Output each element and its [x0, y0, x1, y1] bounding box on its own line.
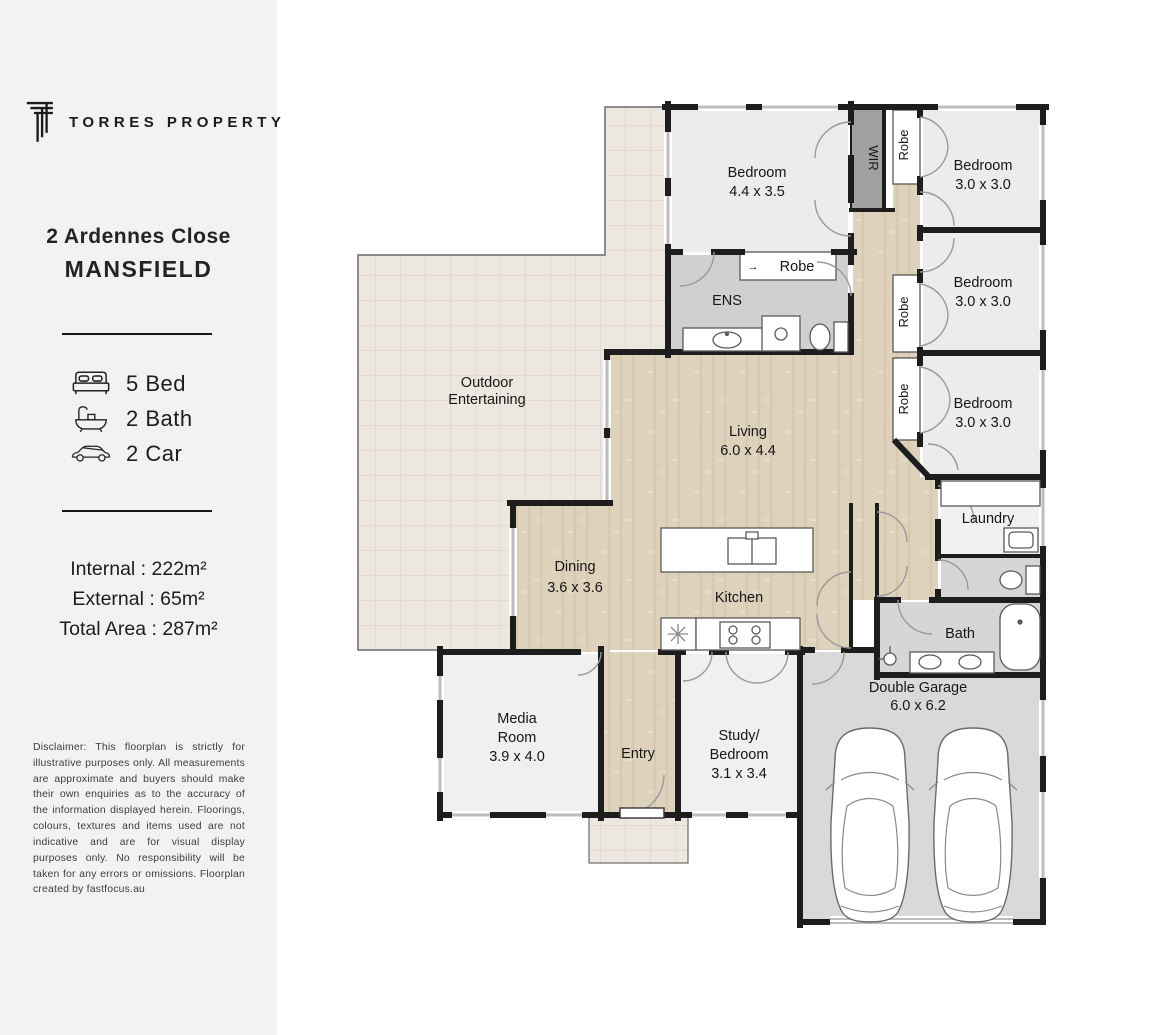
area-summary — [0, 554, 277, 644]
cooktop — [720, 622, 770, 648]
label-dining-dims: 3.6 x 3.6 — [547, 580, 603, 596]
feature-car — [70, 436, 193, 471]
label-ens: ENS — [712, 293, 742, 309]
label-bedroom2-dims: 3.0 x 3.0 — [955, 177, 1011, 193]
laundry-tub-basin — [1009, 532, 1033, 548]
label-bedroom3: Bedroom — [953, 275, 1013, 291]
label-bedroom3-dims: 3.0 x 3.0 — [955, 294, 1011, 310]
label-dining: Dining — [554, 559, 596, 575]
area-external: External : 65m² — [72, 588, 205, 610]
fridge-snowflake-icon — [668, 624, 688, 644]
brand-name: TORRES PROPERTY — [69, 113, 286, 131]
car-left — [826, 728, 914, 922]
label-bedroom4: Bedroom — [953, 396, 1013, 412]
laundry-bench — [941, 481, 1040, 506]
dining-floor — [513, 503, 610, 652]
label-outdoor-1: Outdoor — [460, 375, 514, 391]
car-count: 2 Car — [126, 440, 183, 466]
address-suburb: MANSFIELD — [64, 256, 213, 282]
bath-basin-1 — [919, 655, 941, 669]
torres-t-logo-icon — [25, 98, 61, 146]
kitchen-tap — [746, 532, 758, 539]
bath-count: 2 Bath — [126, 405, 193, 431]
ens-toilet-tank — [834, 322, 848, 352]
label-robe2: Robe — [896, 296, 911, 328]
wc-toilet-bowl — [1000, 571, 1022, 589]
bath-icon — [70, 403, 112, 435]
label-garage-dims: 6.0 x 6.2 — [890, 698, 946, 714]
label-garage: Double Garage — [868, 680, 968, 696]
label-media-2: Room — [497, 730, 537, 746]
bed-icon — [70, 368, 112, 400]
label-laundry: Laundry — [961, 511, 1015, 527]
label-wir: WIR — [866, 145, 881, 171]
feature-list — [70, 366, 193, 471]
front-door-leaf — [620, 808, 664, 818]
ens-shower-head — [775, 328, 787, 340]
hall-alcove-floor — [893, 182, 920, 212]
brand-logo — [25, 98, 285, 146]
label-study-1: Study/ — [718, 728, 760, 744]
porch-floor — [589, 817, 688, 863]
bed-count: 5 Bed — [126, 370, 186, 396]
robe-arrow-icon: → — [747, 261, 759, 273]
label-bedroom2: Bedroom — [953, 158, 1013, 174]
label-bath: Bath — [945, 626, 975, 642]
label-media-dims: 3.9 x 4.0 — [489, 749, 545, 765]
car-icon — [70, 441, 112, 467]
label-master-dims: 4.4 x 3.5 — [729, 184, 785, 200]
area-internal: Internal : 222m² — [70, 558, 207, 580]
label-master-robe: Robe — [779, 259, 815, 275]
wc-toilet-tank — [1026, 566, 1040, 594]
bedroom3-floor — [923, 233, 1040, 350]
divider-top — [62, 333, 212, 335]
label-master-bedroom: Bedroom — [727, 165, 787, 181]
label-media-1: Media — [497, 711, 537, 727]
bath-shower-head — [884, 653, 896, 665]
label-living: Living — [729, 424, 767, 440]
label-bedroom4-dims: 3.0 x 3.0 — [955, 415, 1011, 431]
label-robe3: Robe — [896, 383, 911, 415]
label-robe1: Robe — [896, 129, 911, 161]
wc-floor — [941, 558, 1040, 598]
area-total: Total Area : 287m² — [59, 618, 218, 640]
disclaimer-text: Disclaimer: This floorplan is strictly for illustrative purposes only. All measurements are approximate and buyers should make their own enquiries as to the accuracy of the information displayed herein. Floorings, colours, textures and items used are not indicative and are for visual display purposes only. No responsibility will be taken for any errors or omissions. Floorplan created by fastfocus.au — [33, 742, 245, 896]
floorplan — [277, 0, 1151, 1035]
label-entry: Entry — [621, 746, 655, 762]
bathtub — [1000, 604, 1040, 670]
entry-floor — [601, 652, 678, 815]
feature-bed — [70, 366, 193, 401]
label-living-dims: 6.0 x 4.4 — [720, 443, 776, 459]
car-right — [929, 728, 1017, 922]
label-outdoor-2: Entertaining — [448, 392, 526, 408]
label-kitchen: Kitchen — [714, 590, 764, 606]
rear-hall-floor — [853, 477, 938, 600]
label-study-2: Bedroom — [709, 747, 769, 763]
bath-basin-2 — [959, 655, 981, 669]
address-street: 2 Ardennes Close — [46, 225, 231, 248]
feature-bath — [70, 401, 193, 436]
info-sidebar — [0, 0, 286, 1035]
ens-toilet-bowl — [810, 324, 830, 350]
label-study-dims: 3.1 x 3.4 — [711, 766, 767, 782]
property-address — [0, 225, 277, 283]
master-bedroom-floor — [671, 110, 848, 252]
divider-bottom — [62, 510, 212, 512]
